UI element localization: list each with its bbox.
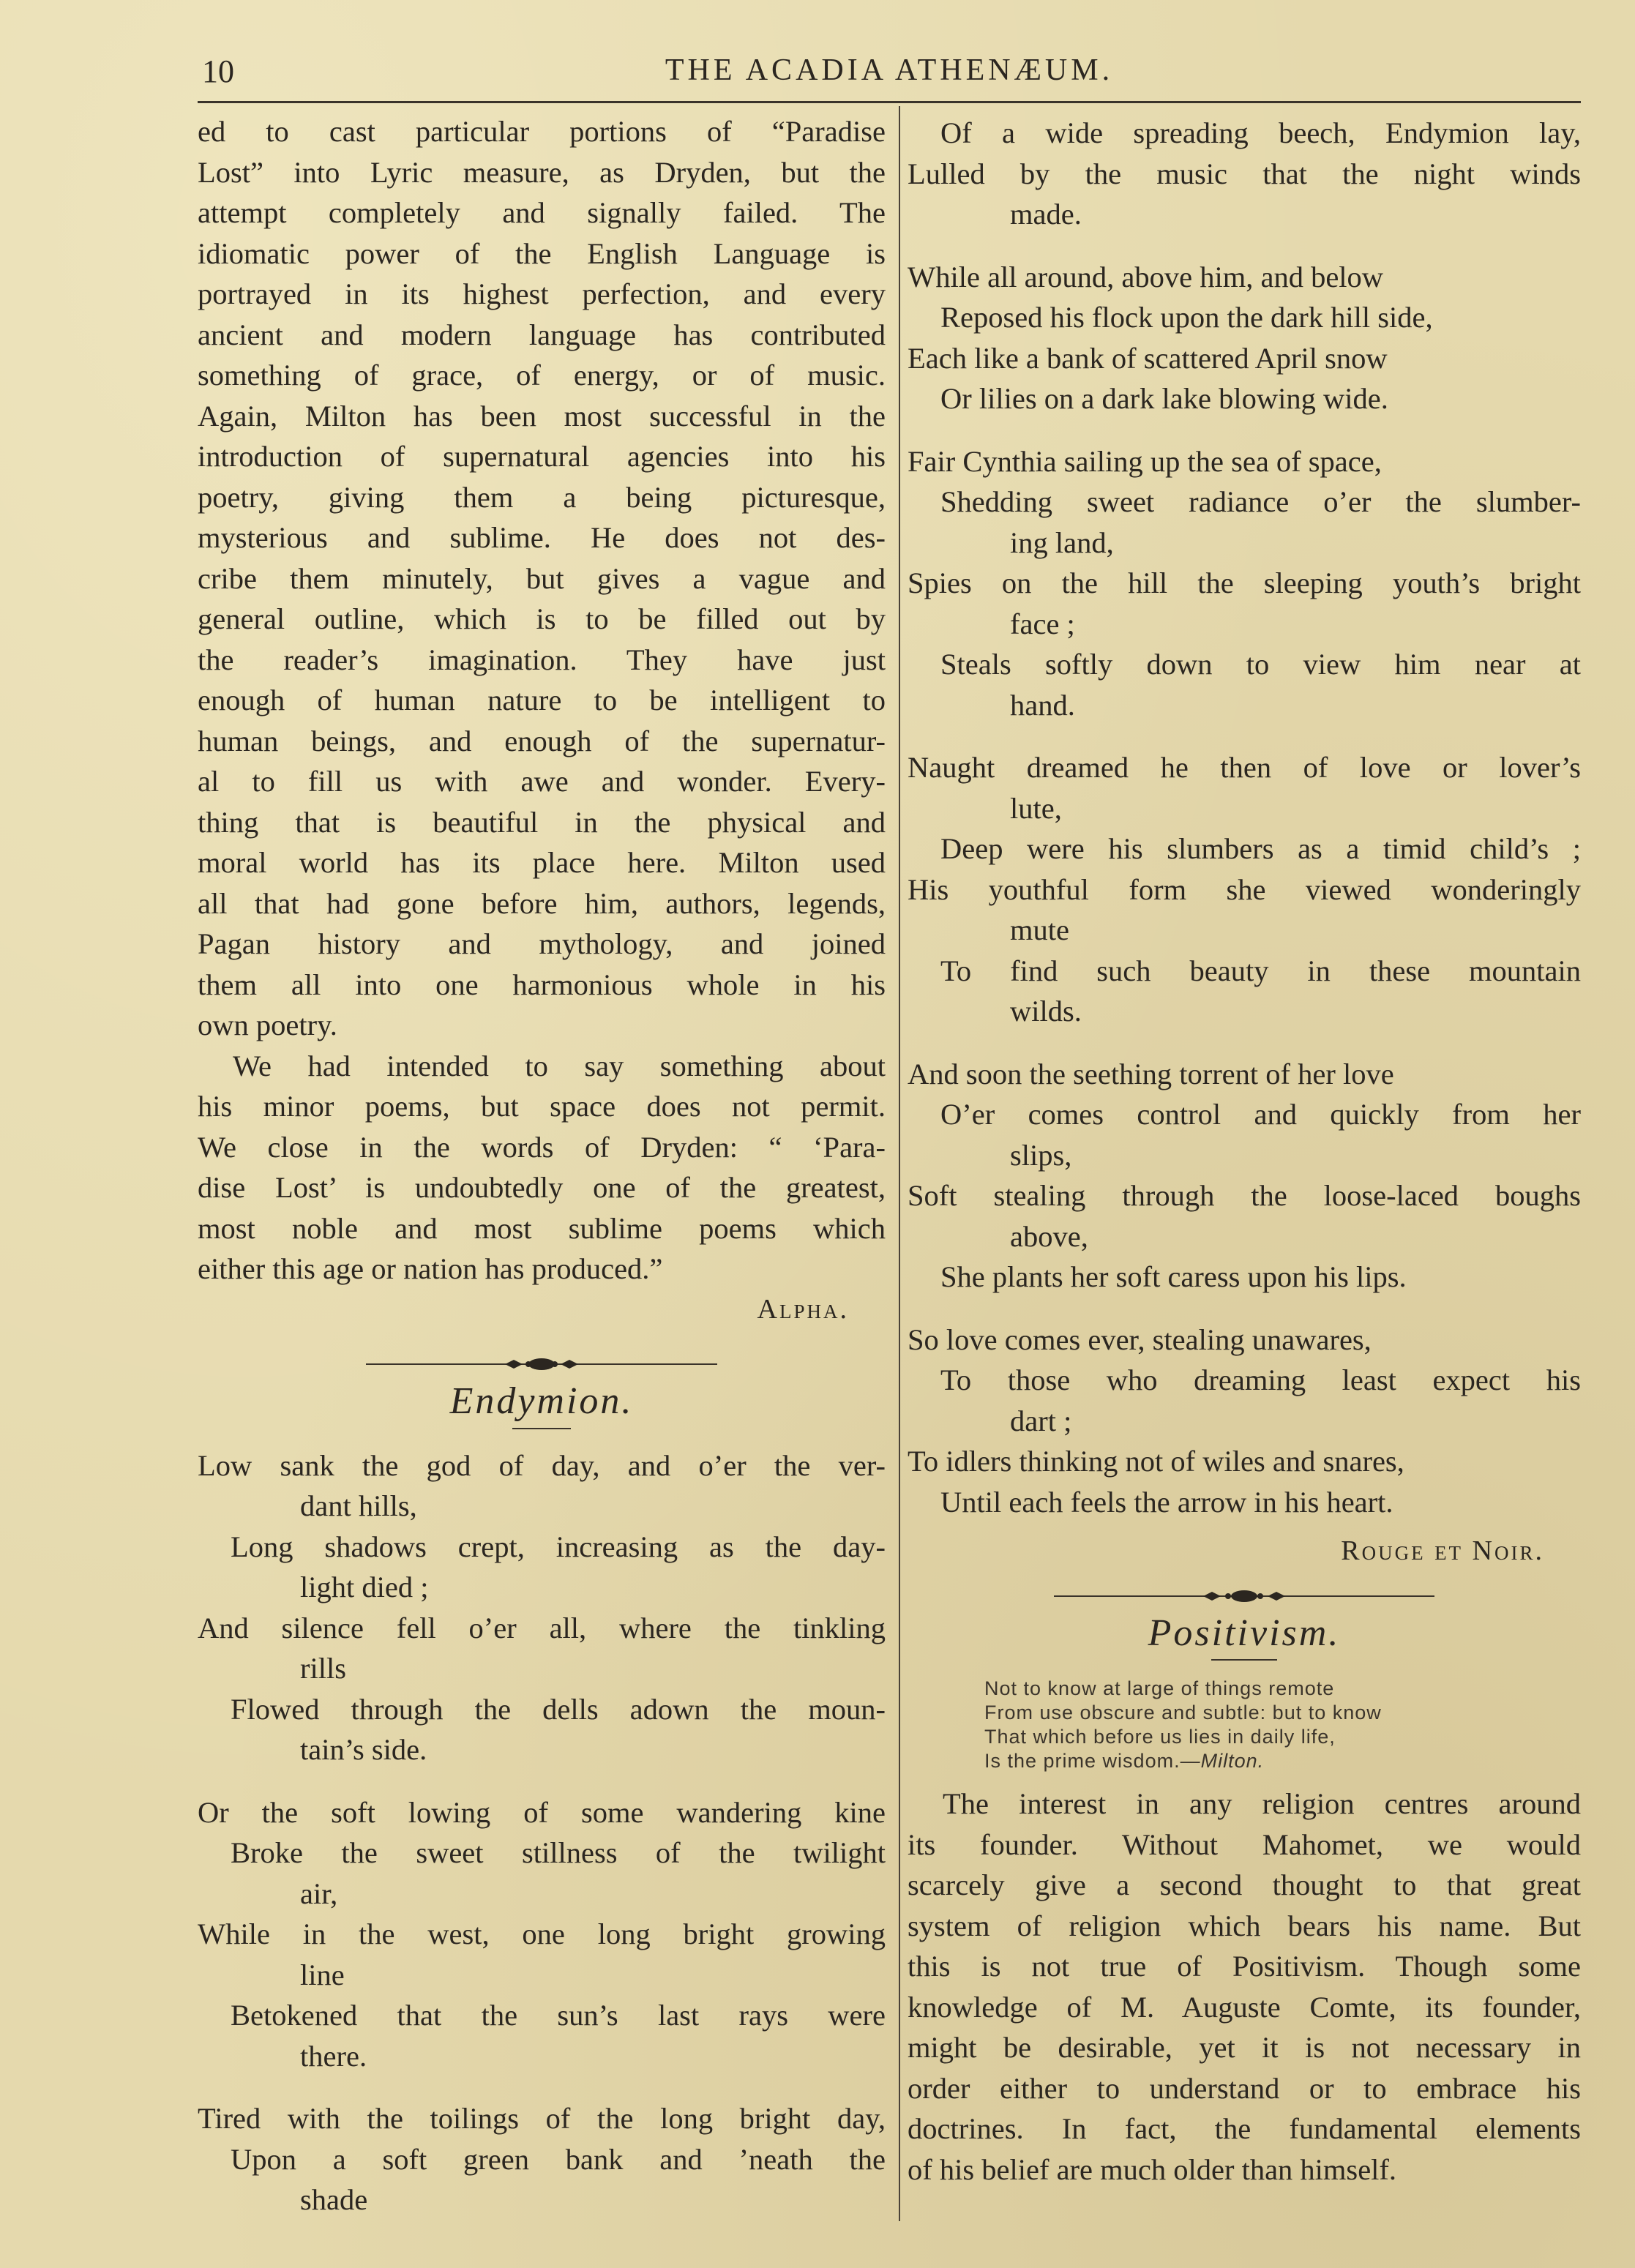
essay-line: most noble and most sublime poems which bbox=[198, 1211, 886, 1245]
article-line: this is not true of Positivism. Though some bbox=[908, 1950, 1581, 1983]
right-column bbox=[908, 111, 1581, 2190]
essay-line: We close in the words of Dryden: “ ‘Para- bbox=[198, 1130, 886, 1164]
poem-endymion-part1 bbox=[198, 1445, 886, 2220]
article-line: might be desirable, yet it is not necessary in bbox=[908, 2031, 1581, 2064]
article-line: doctrines. In fact, the fundamental elements bbox=[908, 2112, 1581, 2145]
poem-line: Betokened that the sun’s last rays were bbox=[231, 1999, 886, 2032]
essay-line: his minor poems, but space does not permit. bbox=[198, 1090, 886, 1123]
poem-signature: Rouge et Noir. bbox=[1341, 1535, 1544, 1566]
poem-line: dart ; bbox=[1010, 1404, 1072, 1437]
article-line: scarcely give a second thought to that great bbox=[908, 1868, 1581, 1901]
essay-line: Again, Milton has been most successful in the bbox=[198, 399, 886, 433]
epigraph-line: From use obscure and subtle: but to know bbox=[984, 1702, 1382, 1724]
poem-line: Of a wide spreading beech, Endymion lay, bbox=[940, 116, 1581, 149]
poem-line: face ; bbox=[1010, 607, 1075, 640]
article-line: order either to understand or to embrace his bbox=[908, 2071, 1581, 2105]
poem-stanza bbox=[908, 257, 1581, 419]
essay-line: idiomatic power of the English Language is bbox=[198, 236, 886, 270]
epigraph-line: Is the prime wisdom. bbox=[984, 1750, 1181, 1772]
epigraph bbox=[908, 1677, 1581, 1773]
poem-line: Shedding sweet radiance o’er the slumber- bbox=[940, 485, 1581, 518]
essay-line: portrayed in its highest perfection, and every bbox=[198, 277, 886, 310]
poem-line: Naught dreamed he then of love or lover’s bbox=[908, 751, 1581, 784]
essay-line: al to fill us with awe and wonder. Every- bbox=[198, 765, 886, 798]
essay-line: either this age or nation has produced.” bbox=[198, 1252, 663, 1285]
title-rule bbox=[512, 1428, 571, 1429]
poem-line: Steals softly down to view him near at bbox=[940, 648, 1581, 681]
article-line: its founder. Without Mahomet, we would bbox=[908, 1827, 1581, 1861]
essay-line: Lost” into Lyric measure, as Dryden, but the bbox=[198, 155, 886, 189]
essay-line: dise Lost’ is undoubtedly one of the greatest, bbox=[198, 1171, 886, 1204]
poem-line: Or the soft lowing of some wandering kine bbox=[198, 1795, 886, 1829]
poem-line: light died ; bbox=[300, 1571, 429, 1603]
essay-line: poetry, giving them a being picturesque, bbox=[198, 480, 886, 514]
poem-line: To idlers thinking not of wiles and snares, bbox=[908, 1445, 1404, 1478]
essay-line: all that had gone before him, authors, legends, bbox=[198, 886, 886, 920]
poem-line: Deep were his slumbers as a timid child’s ; bbox=[940, 832, 1581, 865]
ornament-divider bbox=[1047, 1584, 1442, 1609]
poem-line: Lulled by the music that the night winds bbox=[908, 157, 1581, 190]
poem-line: And soon the seething torrent of her love bbox=[908, 1057, 1394, 1090]
essay-line: own poetry. bbox=[198, 1008, 337, 1041]
poem-stanza bbox=[908, 113, 1581, 235]
epigraph-author: —Milton. bbox=[1180, 1750, 1265, 1772]
poem-line: Each like a bank of scattered April snow bbox=[908, 341, 1388, 375]
poem-line: Tired with the toilings of the long bright day, bbox=[198, 2102, 886, 2135]
poem-line: To find such beauty in these mountain bbox=[940, 954, 1581, 987]
poem-line: Until each feels the arrow in his heart. bbox=[940, 1485, 1393, 1519]
ornament-divider bbox=[359, 1352, 725, 1377]
poem-line: While in the west, one long bright growing bbox=[198, 1917, 886, 1950]
poem-line: To those who dreaming least expect his bbox=[940, 1363, 1581, 1396]
article-line: knowledge of M. Auguste Comte, its founder, bbox=[908, 1990, 1581, 2024]
page-number: 10 bbox=[202, 53, 234, 89]
essay-paragraph bbox=[198, 111, 886, 1046]
essay-line: something of grace, of energy, or of music. bbox=[198, 359, 886, 392]
positivism-article bbox=[908, 1784, 1581, 2190]
poem-line: O’er comes control and quickly from her bbox=[940, 1098, 1581, 1131]
poem-line: there. bbox=[300, 2039, 367, 2073]
poem-line: Long shadows crept, increasing as the day- bbox=[231, 1530, 886, 1563]
essay-signature: Alpha. bbox=[757, 1293, 849, 1325]
poem-title: Endymion. bbox=[449, 1380, 634, 1422]
essay-line: cribe them minutely, but gives a vague and bbox=[198, 561, 886, 595]
article-line: The interest in any religion centres around bbox=[943, 1787, 1581, 1820]
poem-line: Fair Cynthia sailing up the sea of space, bbox=[908, 444, 1382, 478]
poem-line: lute, bbox=[1010, 791, 1062, 825]
poem-stanza bbox=[198, 2098, 886, 2220]
poem-line: line bbox=[300, 1958, 345, 1991]
poem-line: dant hills, bbox=[300, 1489, 417, 1522]
essay-line: enough of human nature to be intelligent to bbox=[198, 684, 886, 716]
poem-stanza bbox=[198, 1445, 886, 1770]
poem-line: slips, bbox=[1010, 1138, 1072, 1172]
poem-stanza bbox=[908, 1320, 1581, 1523]
essay-line: attempt completely and signally failed. The bbox=[198, 196, 886, 229]
running-title: THE ACADIA ATHENÆUM. bbox=[665, 53, 1114, 87]
column-divider bbox=[899, 106, 900, 2221]
poem-endymion-part2 bbox=[908, 113, 1581, 1522]
title-rule bbox=[1211, 1659, 1277, 1661]
essay-line: ancient and modern language has contributed bbox=[198, 318, 886, 351]
poem-line: Reposed his flock upon the dark hill side, bbox=[940, 301, 1433, 334]
poem-line: ing land, bbox=[1010, 525, 1114, 559]
essay-line: introduction of supernatural agencies into his bbox=[198, 440, 886, 473]
poem-line: wilds. bbox=[1010, 995, 1082, 1028]
poem-stanza bbox=[198, 1792, 886, 2077]
article-line: system of religion which bears his name. But bbox=[908, 1909, 1581, 1942]
poem-line: While all around, above him, and below bbox=[908, 260, 1384, 293]
essay-line: We had intended to say something about bbox=[233, 1049, 886, 1082]
left-column bbox=[198, 111, 886, 2242]
poem-stanza bbox=[908, 441, 1581, 726]
poem-line: Soft stealing through the loose-laced boughs bbox=[908, 1179, 1581, 1212]
poem-line: made. bbox=[1010, 198, 1082, 231]
essay-line: mysterious and sublime. He does not des- bbox=[198, 521, 886, 554]
epigraph-lines bbox=[984, 1677, 1581, 1773]
poem-stanza bbox=[908, 747, 1581, 1032]
poem-line: Low sank the god of day, and o’er the ver- bbox=[198, 1448, 886, 1482]
poem-line: His youthful form she viewed wonderingly bbox=[908, 872, 1581, 906]
essay-line: human beings, and enough of the supernatur- bbox=[198, 724, 886, 757]
essay-line: thing that is beautiful in the physical and bbox=[198, 805, 886, 839]
essay-line: general outline, which is to be filled out by bbox=[198, 602, 886, 635]
header-rule bbox=[198, 101, 1581, 103]
article-line: of his belief are much older than himself. bbox=[908, 2152, 1397, 2186]
poem-line: mute bbox=[1010, 913, 1069, 946]
poem-line: tain’s side. bbox=[300, 1733, 427, 1766]
page-header bbox=[198, 45, 1581, 104]
essay-line: the reader’s imagination. They have just bbox=[198, 643, 886, 676]
poem-line: Broke the sweet stillness of the twilight bbox=[231, 1836, 886, 1869]
poem-line: And silence fell o’er all, where the tinkling bbox=[198, 1611, 886, 1644]
epigraph-line: That which before us lies in daily life, bbox=[984, 1726, 1336, 1748]
poem-stanza bbox=[908, 1054, 1581, 1298]
essay-line: ed to cast particular portions of “Paradise bbox=[198, 115, 886, 148]
poem-line: Or lilies on a dark lake blowing wide. bbox=[940, 382, 1388, 415]
poem-line: So love comes ever, stealing unawares, bbox=[908, 1322, 1372, 1356]
poem-line: above, bbox=[1010, 1219, 1088, 1253]
article-title: Positivism. bbox=[1148, 1612, 1341, 1654]
poem-line: air, bbox=[300, 1876, 338, 1910]
poem-line: She plants her soft caress upon his lips. bbox=[940, 1260, 1407, 1293]
poem-line: Flowed through the dells adown the moun- bbox=[231, 1692, 886, 1726]
essay-continuation bbox=[198, 111, 886, 1290]
poem-line: rills bbox=[300, 1652, 347, 1685]
poem-line: shade bbox=[300, 2183, 368, 2216]
essay-line: them all into one harmonious whole in his bbox=[198, 968, 886, 1001]
poem-line: hand. bbox=[1010, 688, 1075, 722]
epigraph-line: Not to know at large of things remote bbox=[984, 1677, 1335, 1699]
essay-line: Pagan history and mythology, and joined bbox=[198, 927, 886, 960]
poem-line: Upon a soft green bank and ’neath the bbox=[231, 2142, 886, 2176]
essay-line: moral world has its place here. Milton used bbox=[198, 846, 886, 879]
essay-paragraph bbox=[198, 1046, 886, 1290]
poem-line: Spies on the hill the sleeping youth’s bright bbox=[908, 566, 1581, 599]
